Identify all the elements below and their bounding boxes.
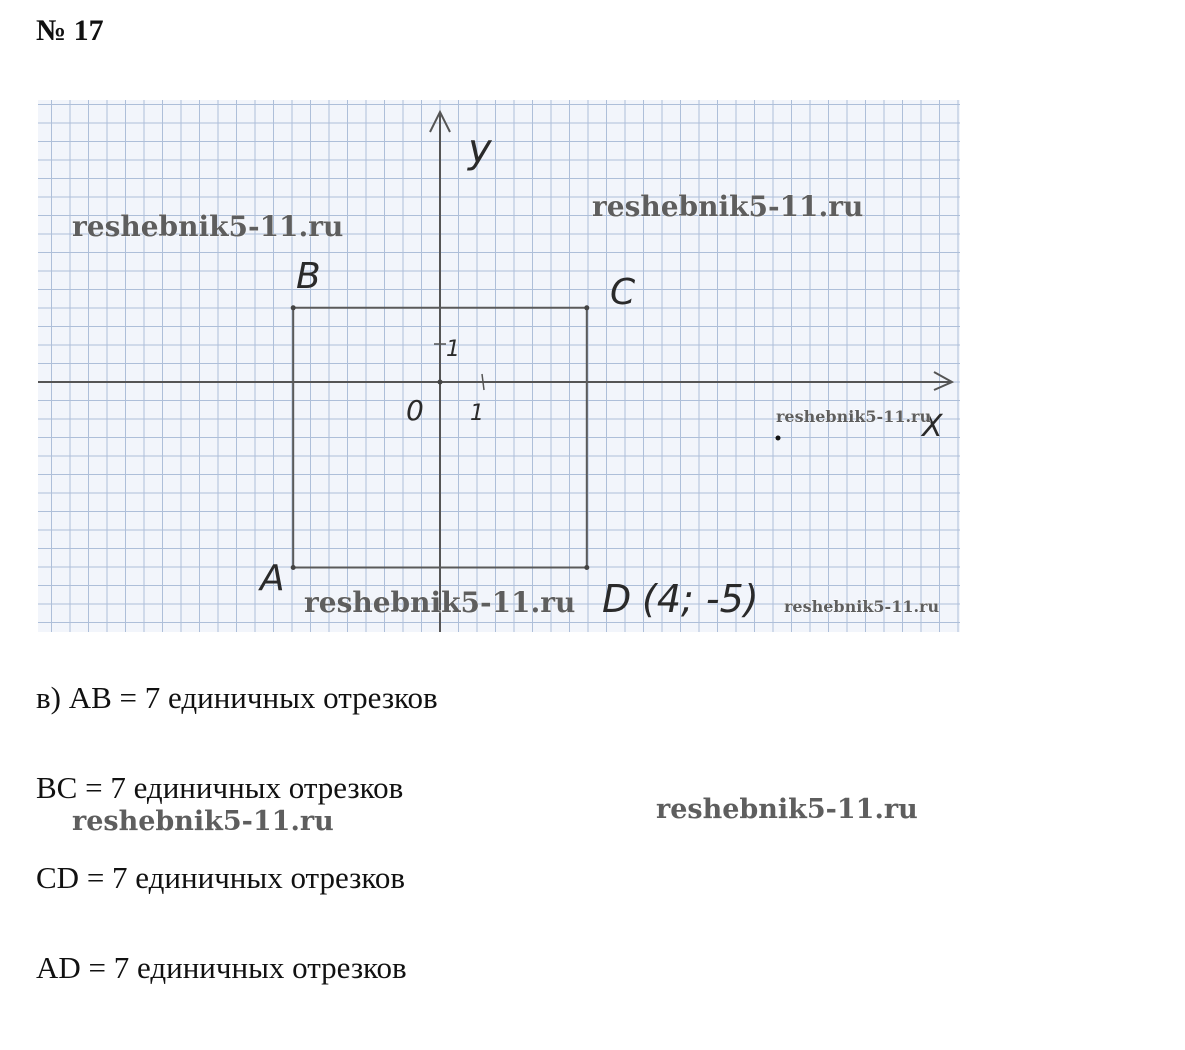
point-b-label: B [296, 256, 321, 297]
watermark: reshebnik5-11.ru [776, 407, 932, 426]
answer-bc: ВС = 7 единичных отрезков [36, 770, 404, 805]
paper-background [38, 100, 960, 632]
point-c-label: C [610, 272, 636, 313]
answer-ab: в) АВ = 7 единичных отрезков [36, 680, 438, 715]
watermark: reshebnik5-11.ru [656, 794, 918, 825]
x-axis-label: X [922, 409, 943, 444]
answer-ad: AD = 7 единичных отрезков [36, 950, 407, 985]
point-a-label: A [260, 558, 285, 599]
watermark: reshebnik5-11.ru [592, 190, 864, 223]
coordinate-plane-drawing [38, 100, 960, 632]
vertex-d [584, 565, 589, 570]
watermark: reshebnik5-11.ru [72, 210, 344, 243]
answer-cd: CD = 7 единичных отрезков [36, 860, 405, 895]
y-unit-label: 1 [446, 337, 460, 362]
point-d-coordinates: (4; -5) [642, 577, 759, 621]
watermark: reshebnik5-11.ru [304, 586, 576, 619]
stray-dot [776, 436, 781, 441]
vertex-c [584, 305, 589, 310]
vertex-b [291, 305, 296, 310]
y-axis-label: y [468, 126, 492, 172]
watermark: reshebnik5-11.ru [72, 806, 334, 837]
x-unit-label: 1 [470, 401, 484, 426]
point-d-label: D [602, 577, 632, 621]
origin-label: 0 [406, 394, 424, 427]
problem-number: № 17 [36, 14, 104, 47]
graph-paper-figure [38, 100, 960, 632]
watermark: reshebnik5-11.ru [784, 597, 940, 616]
origin-dot [438, 380, 443, 385]
vertex-a [291, 565, 296, 570]
